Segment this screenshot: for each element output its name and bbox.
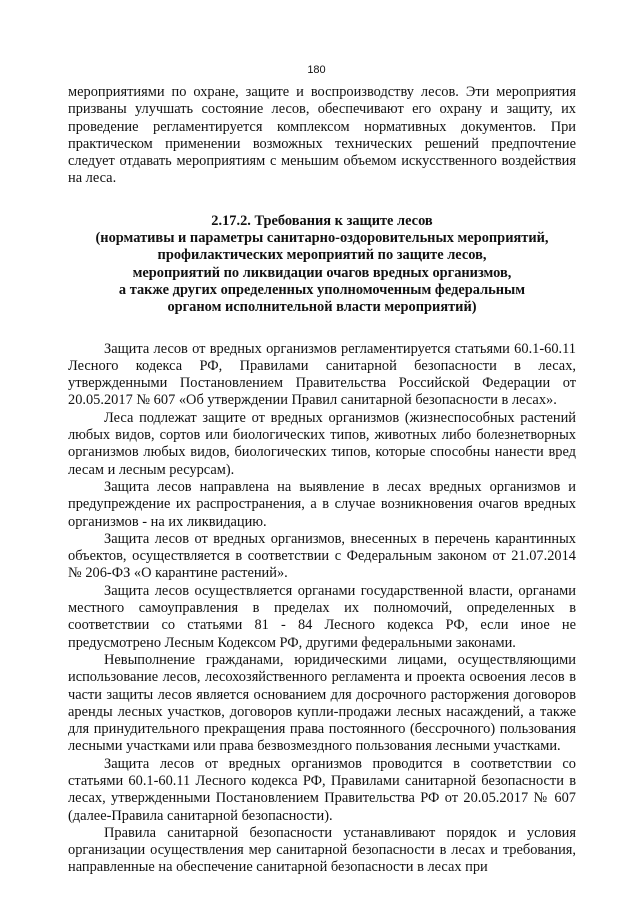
body-paragraph: Защита лесов направлена на выявление в лесах вредных организмов и предупреждение их распространения, а в случае возникновения очагов вредных организмов - на их ликвидацию. xyxy=(68,478,576,530)
heading-line: (нормативы и параметры санитарно-оздоровительных мероприятий, xyxy=(95,230,549,247)
heading-line: органом исполнительной власти мероприятий) xyxy=(167,299,477,316)
body-paragraph: Невыполнение гражданами, юридическими лицами, осуществляющими использование лесов, лесохозяйственного регламента и проекта освоения лесов в части защиты лесов является основанием для досрочного расторжения договоров аренды лесных участков, договоров купли-продажи лесных насаждений, а также для принудительного прекращения права постоянного (бессрочного) пользования лесными участками или права безвозмездного пользования лесными участками. xyxy=(68,651,576,755)
body-paragraph: Защита лесов от вредных организмов регламентируется статьями 60.1-60.11 Лесного кодекса РФ, Правилами санитарной безопасности в лесах, утвержденными Постановлением Правительства Российской Федерации от 20.05.2017 № 607 «Об утверждении Правил санитарной безопасности в лесах». xyxy=(68,340,576,409)
document-body xyxy=(68,84,576,877)
intro-paragraph: мероприятиями по охране, защите и воспроизводству лесов. Эти мероприятия призваны улучшать состояние лесов, обеспечивают его охрану и защиту, их проведение регламентируется комплексом нормативных документов. При практическом применении возможных технических решений предпочтение следует отдавать мероприятиям с меньшим объемом искусственного воздействия на леса. xyxy=(68,84,576,187)
heading-line: а также других определенных уполномоченным федеральным xyxy=(118,281,526,298)
body-paragraph: Защита лесов от вредных организмов, внесенных в перечень карантинных объектов, осуществляется в соответствии с Федеральным законом от 21.07.2014 № 206-ФЗ «О карантине растений». xyxy=(68,530,576,582)
section-heading xyxy=(68,213,576,317)
body-paragraph: Защита лесов осуществляется органами государственной власти, органами местного самоуправления в пределах их полномочий, определенных в соответствии со статьями 81 - 84 Лесного кодекса РФ, если иное не предусмотрено Лесным Кодексом РФ, другими федеральными законами. xyxy=(68,582,576,651)
heading-line: профилактических мероприятий по защите лесов, xyxy=(157,247,487,264)
body-paragraph: Леса подлежат защите от вредных организмов (жизнеспособных растений любых видов, сортов или биологических типов, животных либо болезнетворных организмов любых видов, биологических типов, которые способны нанести вред лесам и лесным ресурсам). xyxy=(68,409,576,478)
heading-line: мероприятий по ликвидации очагов вредных организмов, xyxy=(132,264,512,281)
body-paragraph: Правила санитарной безопасности устанавливают порядок и условия организации осуществления мер санитарной безопасности в лесах и требования, направленные на обеспечение санитарной безопасности в лесах при xyxy=(68,824,576,876)
heading-line: 2.17.2. Требования к защите лесов xyxy=(211,212,433,229)
body-paragraph: Защита лесов от вредных организмов проводится в соответствии со статьями 60.1-60.11 Лесного кодекса РФ, Правилами санитарной безопасности в лесах, утвержденными Постановлением Правительства РФ от 20.05.2017 № 607 (далее-Правила санитарной безопасности). xyxy=(68,755,576,824)
page-number: 180 xyxy=(307,64,326,76)
